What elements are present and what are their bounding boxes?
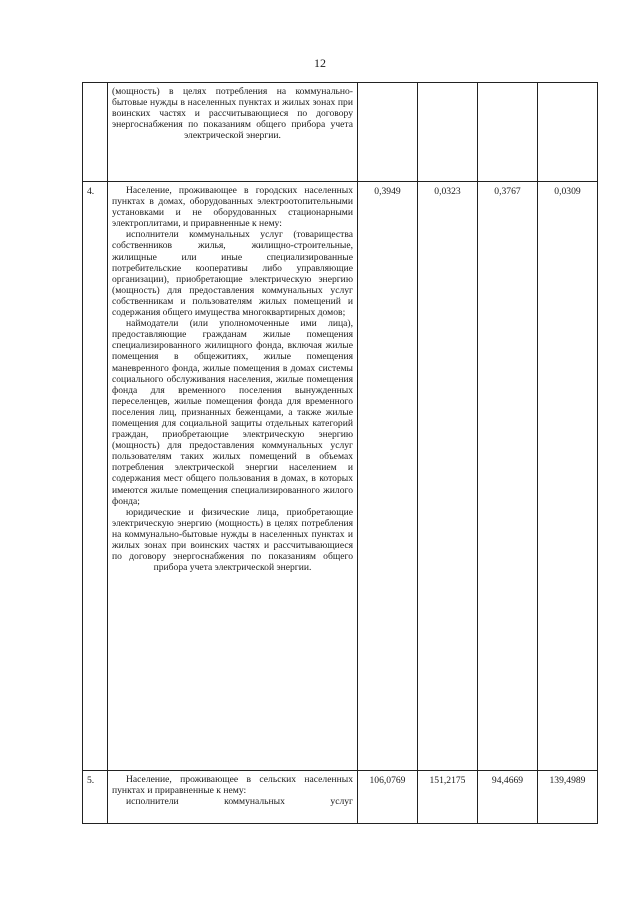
tariff-table bbox=[82, 82, 598, 824]
description-paragraph: исполнители коммунальных услуг bbox=[126, 796, 353, 808]
row-number: 4. bbox=[83, 182, 108, 771]
value-cell-1: 106,0769 bbox=[358, 771, 418, 824]
value-cell-1 bbox=[358, 83, 418, 182]
value-cell-2: 0,0323 bbox=[418, 182, 478, 771]
description-paragraph: Население, проживающее в городских населенных пунктах в домах, оборудованных электроотопительными установками и не оборудованных стационарными электроплитами, и приравненные к нему: bbox=[112, 185, 353, 230]
page-number: 12 bbox=[314, 56, 326, 70]
description-paragraph: Население, проживающее в сельских населенных пунктах и приравненные к нему: bbox=[112, 774, 353, 797]
table-row bbox=[83, 182, 598, 771]
value-cell-1: 0,3949 bbox=[358, 182, 418, 771]
description-paragraph: наймодатели (или уполномоченные ими лица), предоставляющие гражданам жилые помещения специализированного жилищного фонда, включая жилые помещения в общежитиях, жилые помещения маневренного фонда, жилые помещения в домах системы социального обслуживания населения, жилые помещения фонда для временного поселения вынужденных переселенцев, жилые помещения фонда для временного поселения лиц, признанных беженцами, а также жилые помещения для социальной защиты отдельных категорий граждан, приобретающие электрическую энергию (мощность) для предоставления коммунальных услуг пользователям таких жилых помещений в объемах потребления электрической энергии населением и содержания мест общего пользования в домах, в которых имеются жилые помещения специализированного жилого фонда; bbox=[112, 318, 353, 507]
value-cell-4: 0,0309 bbox=[538, 182, 598, 771]
value-cell-3 bbox=[478, 83, 538, 182]
description-paragraph: (мощность) в целях потребления на коммунально-бытовые нужды в населенных пунктах и жилых зонах при воинских частях и рассчитывающиеся по договору энергоснабжения по показаниям общего прибора учета электрической энергии. bbox=[112, 86, 353, 142]
row-description bbox=[108, 771, 358, 824]
row-description bbox=[108, 182, 358, 771]
row-number bbox=[83, 83, 108, 182]
value-cell-3: 0,3767 bbox=[478, 182, 538, 771]
row-description bbox=[108, 83, 358, 182]
value-cell-2 bbox=[418, 83, 478, 182]
description-paragraph: юридические и физические лица, приобретающие электрическую энергию (мощность) в целях потребления на коммунально-бытовые нужды в населенных пунктах и жилых зонах при воинских частях и рассчитывающиеся по договору энергоснабжения по показаниям общего прибора учета электрической энергии. bbox=[112, 506, 353, 574]
table-row bbox=[83, 771, 598, 824]
row-number: 5. bbox=[83, 771, 108, 824]
value-cell-3: 94,4669 bbox=[478, 771, 538, 824]
description-paragraph: исполнители коммунальных услуг (товарищества собственников жилья, жилищно-строительные, жилищные или иные специализированные потребительские кооперативы либо управляющие организации), приобретающие электрическую энергию (мощность) для предоставления коммунальных услуг собственникам и пользователям жилых помещений и содержания общего имущества многоквартирных домов; bbox=[112, 229, 353, 319]
value-cell-4 bbox=[538, 83, 598, 182]
table-row bbox=[83, 83, 598, 182]
value-cell-4: 139,4989 bbox=[538, 771, 598, 824]
value-cell-2: 151,2175 bbox=[418, 771, 478, 824]
